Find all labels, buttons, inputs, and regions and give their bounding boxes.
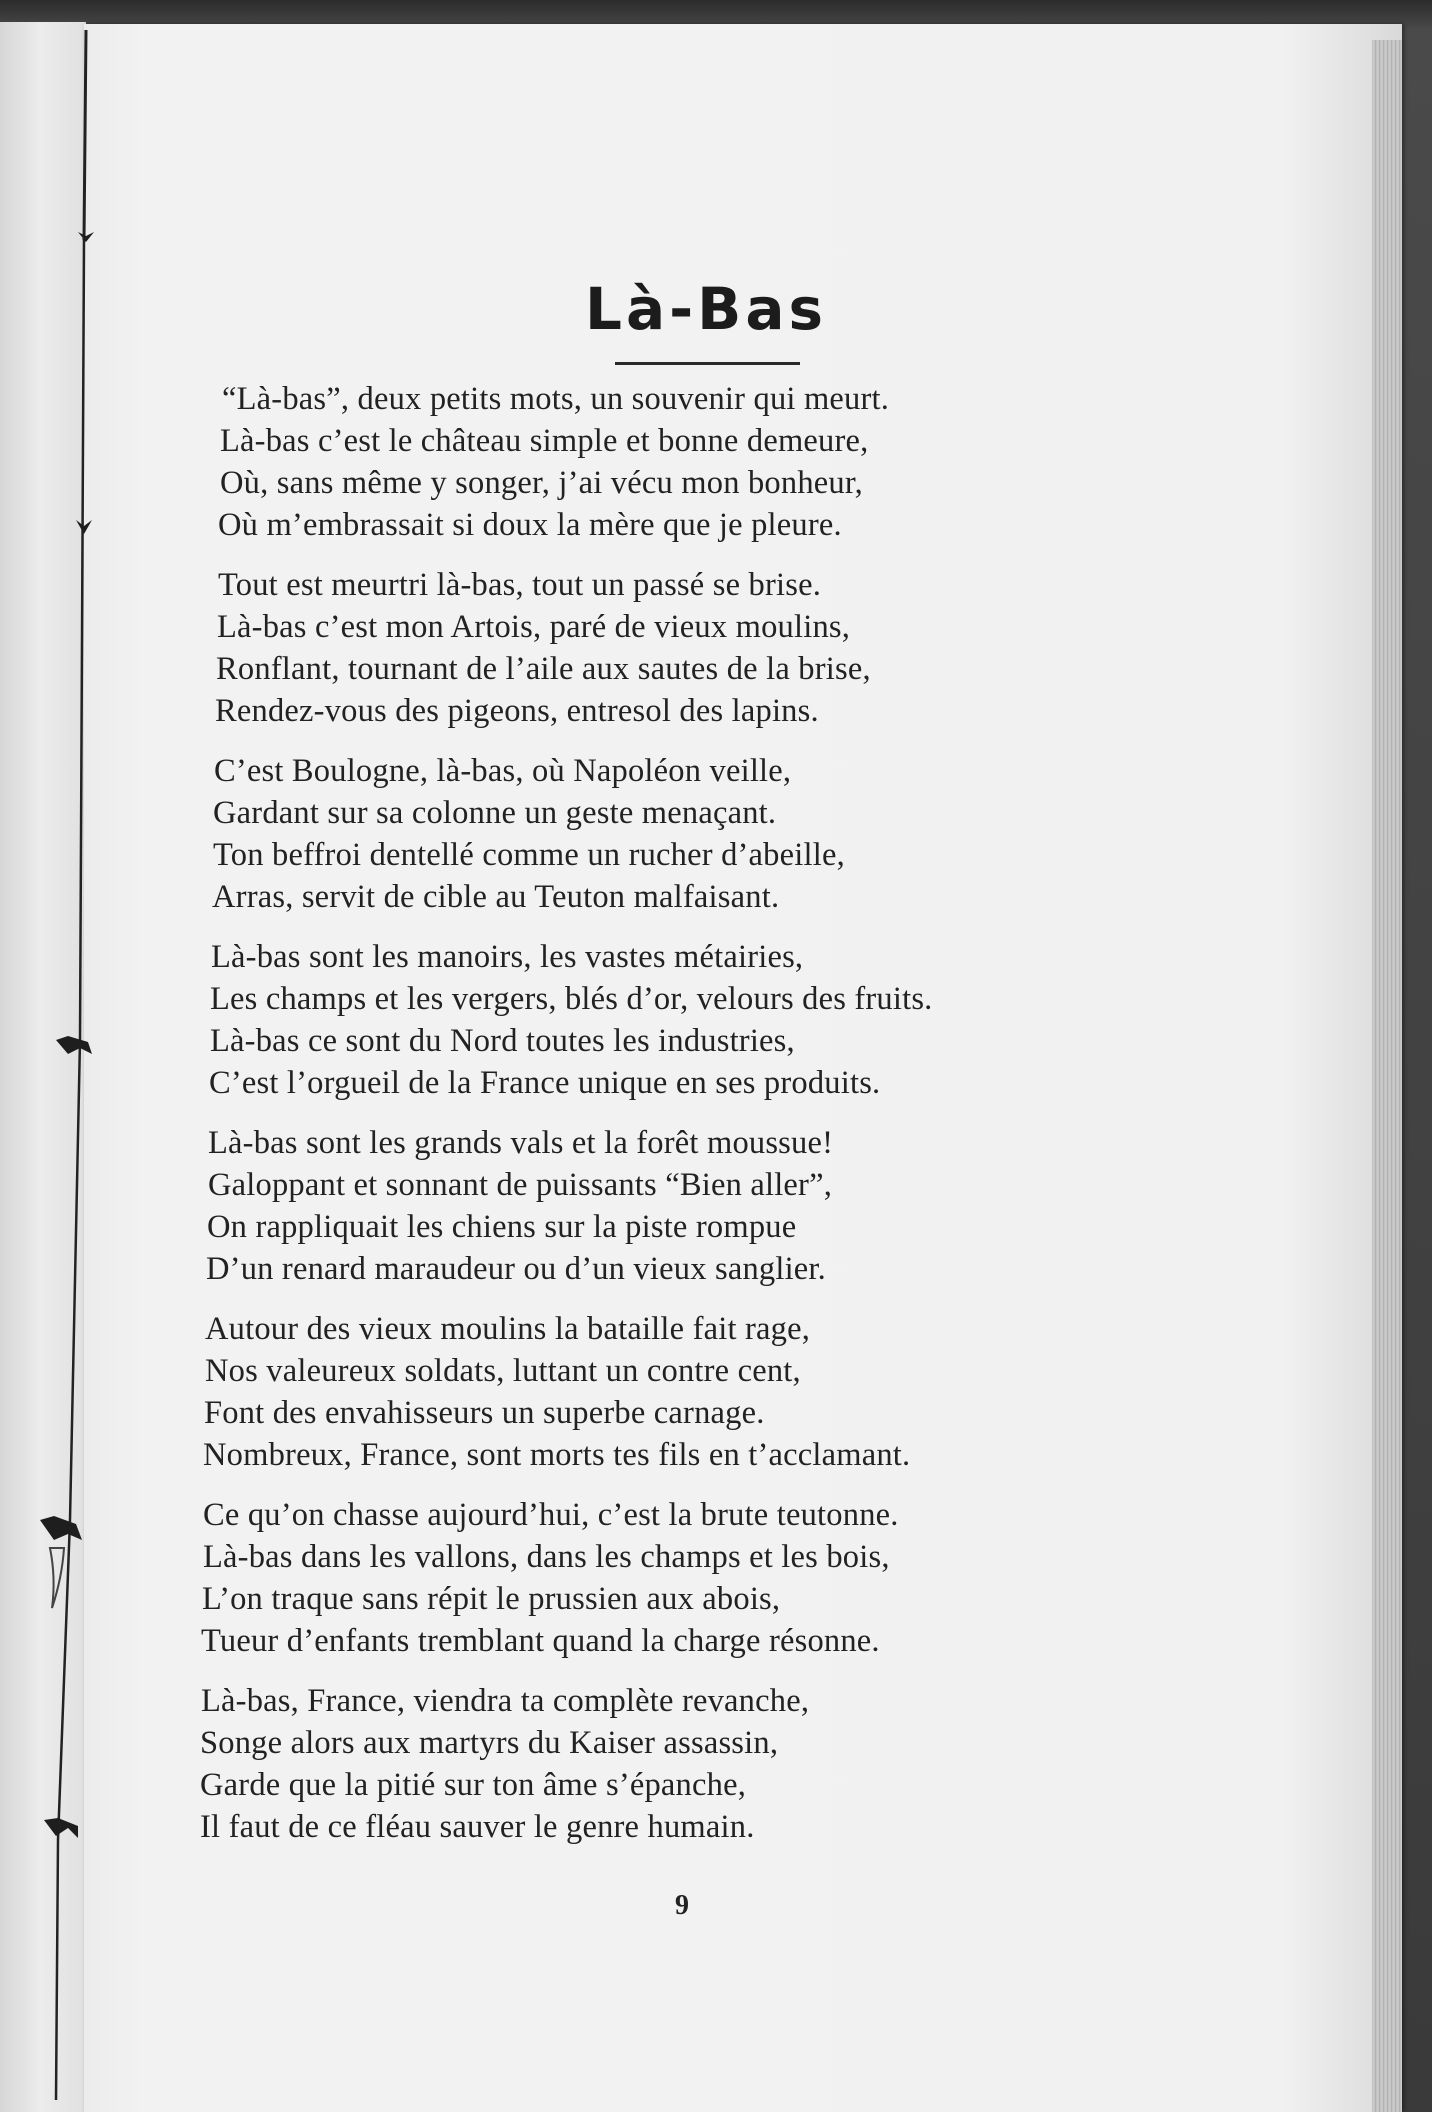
verse-line: Autour des vieux moulins la bataille fait rage, — [205, 1311, 811, 1347]
verse-line: Tueur d’enfants tremblant quand la charge résonne. — [201, 1623, 880, 1659]
verse-line: Gardant sur sa colonne un geste menaçant. — [213, 795, 777, 831]
verse-line: On rappliquait les chiens sur la piste rompue — [207, 1209, 797, 1245]
verse-line: Là-bas sont les grands vals et la forêt moussue! — [208, 1125, 834, 1161]
verse-line: Tout est meurtri là-bas, tout un passé se brise. — [218, 567, 822, 603]
stanza — [200, 564, 1200, 732]
verse-line: Là-bas sont les manoirs, les vastes métairies, — [211, 939, 804, 975]
verse-line: Là-bas ce sont du Nord toutes les industries, — [210, 1023, 795, 1059]
stanza — [200, 1122, 1200, 1290]
verse-line: Ronflant, tournant de l’aile aux sautes de la brise, — [216, 651, 871, 687]
page-stack-edge — [1372, 40, 1402, 2112]
verse-line: Ton beffroi dentellé comme un rucher d’abeille, — [213, 837, 845, 873]
verse-line: Ce qu’on chasse aujourd’hui, c’est la brute teutonne. — [203, 1497, 899, 1533]
verse-line: Là-bas c’est mon Artois, paré de vieux moulins, — [217, 609, 851, 645]
verse-line: D’un renard maraudeur ou d’un vieux sanglier. — [206, 1251, 826, 1287]
poem-body — [200, 378, 1200, 1866]
verse-line: “Là-bas”, deux petits mots, un souvenir qui meurt. — [222, 381, 890, 417]
verse-line: C’est Boulogne, là-bas, où Napoléon veille, — [214, 753, 792, 789]
verse-line: Il faut de ce fléau sauver le genre humain. — [200, 1809, 755, 1845]
verse-line: Font des envahisseurs un superbe carnage. — [204, 1395, 765, 1431]
page-number: 9 — [675, 1890, 689, 1921]
verse-line: Garde que la pitié sur ton âme s’épanche, — [200, 1767, 747, 1803]
poem-title: Là-Bas — [585, 275, 828, 343]
stanza — [200, 378, 1200, 546]
verse-line: Rendez-vous des pigeons, entresol des lapins. — [215, 693, 819, 729]
stanza — [200, 750, 1200, 918]
verse-line: Là-bas c’est le château simple et bonne demeure, — [220, 423, 869, 459]
verse-line: Galoppant et sonnant de puissants “Bien aller”, — [208, 1167, 833, 1203]
verse-line: C’est l’orgueil de la France unique en ses produits. — [209, 1065, 881, 1101]
title-rule — [615, 362, 800, 365]
spine-binding-ornament — [0, 0, 100, 2112]
verse-line: Arras, servit de cible au Teuton malfaisant. — [212, 879, 780, 915]
verse-line: Où m’embrassait si doux la mère que je pleure. — [218, 507, 842, 543]
verse-line: Nos valeureux soldats, luttant un contre cent, — [205, 1353, 801, 1389]
stanza — [200, 1494, 1200, 1662]
verse-line: Où, sans même y songer, j’ai vécu mon bonheur, — [220, 465, 863, 501]
verse-line: Songe alors aux martyrs du Kaiser assassin, — [200, 1725, 779, 1761]
stanza — [200, 1680, 1200, 1848]
verse-line: L’on traque sans répit le prussien aux abois, — [202, 1581, 781, 1617]
verse-line: Les champs et les vergers, blés d’or, velours des fruits. — [210, 981, 933, 1017]
stanza — [200, 1308, 1200, 1476]
verse-line: Nombreux, France, sont morts tes fils en t’acclamant. — [203, 1437, 911, 1473]
stanza — [200, 936, 1200, 1104]
verse-line: Là-bas, France, viendra ta complète revanche, — [201, 1683, 810, 1719]
verse-line: Là-bas dans les vallons, dans les champs et les bois, — [203, 1539, 890, 1575]
